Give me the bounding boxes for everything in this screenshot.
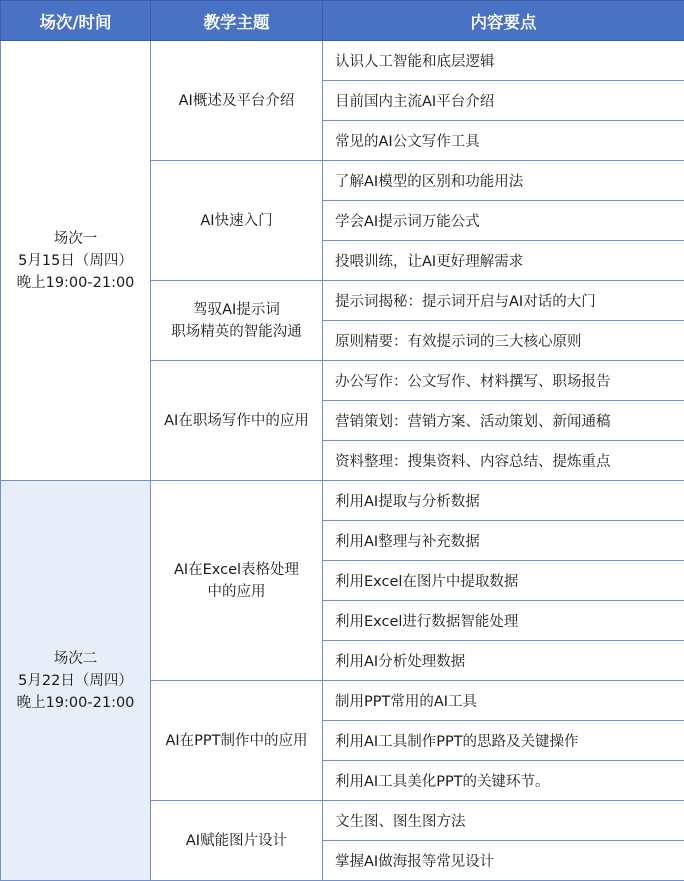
content-point: 原则精要：有效提示词的三大核心原则 bbox=[323, 321, 684, 361]
topic-cell bbox=[151, 281, 323, 361]
header-content-points: 内容要点 bbox=[323, 1, 684, 41]
session-cell bbox=[1, 481, 151, 881]
topic-cell bbox=[151, 361, 323, 481]
topic-title: AI概述及平台介绍 bbox=[178, 92, 295, 109]
session-date: 5月15日（周四） bbox=[18, 252, 133, 269]
content-point: 利用AI工具制作PPT的思路及关键操作 bbox=[323, 721, 684, 761]
content-point: 了解AI模型的区别和功能用法 bbox=[323, 161, 684, 201]
session-name: 场次一 bbox=[53, 230, 98, 247]
session-cell bbox=[1, 41, 151, 481]
session-time: 晚上19:00-21:00 bbox=[16, 694, 135, 711]
content-point: 办公写作：公文写作、材料撰写、职场报告 bbox=[323, 361, 684, 401]
topic-title: 中的应用 bbox=[207, 583, 266, 600]
session-time: 晚上19:00-21:00 bbox=[16, 274, 135, 291]
topic-title: AI赋能图片设计 bbox=[185, 832, 288, 849]
session-date: 5月22日（周四） bbox=[18, 672, 133, 689]
content-point: 学会AI提示词万能公式 bbox=[323, 201, 684, 241]
topic-title: AI在PPT制作中的应用 bbox=[165, 732, 308, 749]
content-point: 利用Excel进行数据智能处理 bbox=[323, 601, 684, 641]
content-point: 提示词揭秘：提示词开启与AI对话的大门 bbox=[323, 281, 684, 321]
content-point: 资料整理：搜集资料、内容总结、提炼重点 bbox=[323, 441, 684, 481]
topic-cell bbox=[151, 161, 323, 281]
content-point: 利用AI分析处理数据 bbox=[323, 641, 684, 681]
content-point: 常见的AI公文写作工具 bbox=[323, 121, 684, 161]
topic-cell bbox=[151, 481, 323, 681]
topic-cell bbox=[151, 801, 323, 881]
topic-title: 驾驭AI提示词 bbox=[193, 301, 280, 318]
content-point: 利用AI整理与补充数据 bbox=[323, 521, 684, 561]
content-point: 利用AI工具美化PPT的关键环节。 bbox=[323, 761, 684, 801]
topic-title: 职场精英的智能沟通 bbox=[171, 323, 302, 340]
content-point: 制用PPT常用的AI工具 bbox=[323, 681, 684, 721]
topic-cell bbox=[151, 41, 323, 161]
content-point: 利用AI提取与分析数据 bbox=[323, 481, 684, 521]
session-name: 场次二 bbox=[53, 650, 98, 667]
content-point: 掌握AI做海报等常见设计 bbox=[323, 841, 684, 881]
content-point: 投喂训练，让AI更好理解需求 bbox=[323, 241, 684, 281]
topic-title: AI快速入门 bbox=[200, 212, 273, 229]
content-point: 利用Excel在图片中提取数据 bbox=[323, 561, 684, 601]
topic-title: AI在Excel表格处理 bbox=[173, 561, 300, 578]
content-point: 营销策划：营销方案、活动策划、新闻通稿 bbox=[323, 401, 684, 441]
content-point: 文生图、图生图方法 bbox=[323, 801, 684, 841]
header-row bbox=[1, 1, 684, 41]
topic-title: AI在职场写作中的应用 bbox=[164, 412, 309, 429]
table-row bbox=[1, 41, 684, 81]
content-point: 认识人工智能和底层逻辑 bbox=[323, 41, 684, 81]
topic-cell bbox=[151, 681, 323, 801]
header-session-time: 场次/时间 bbox=[1, 1, 151, 41]
content-point: 目前国内主流AI平台介绍 bbox=[323, 81, 684, 121]
header-topic: 教学主题 bbox=[151, 1, 323, 41]
table-row bbox=[1, 481, 684, 521]
